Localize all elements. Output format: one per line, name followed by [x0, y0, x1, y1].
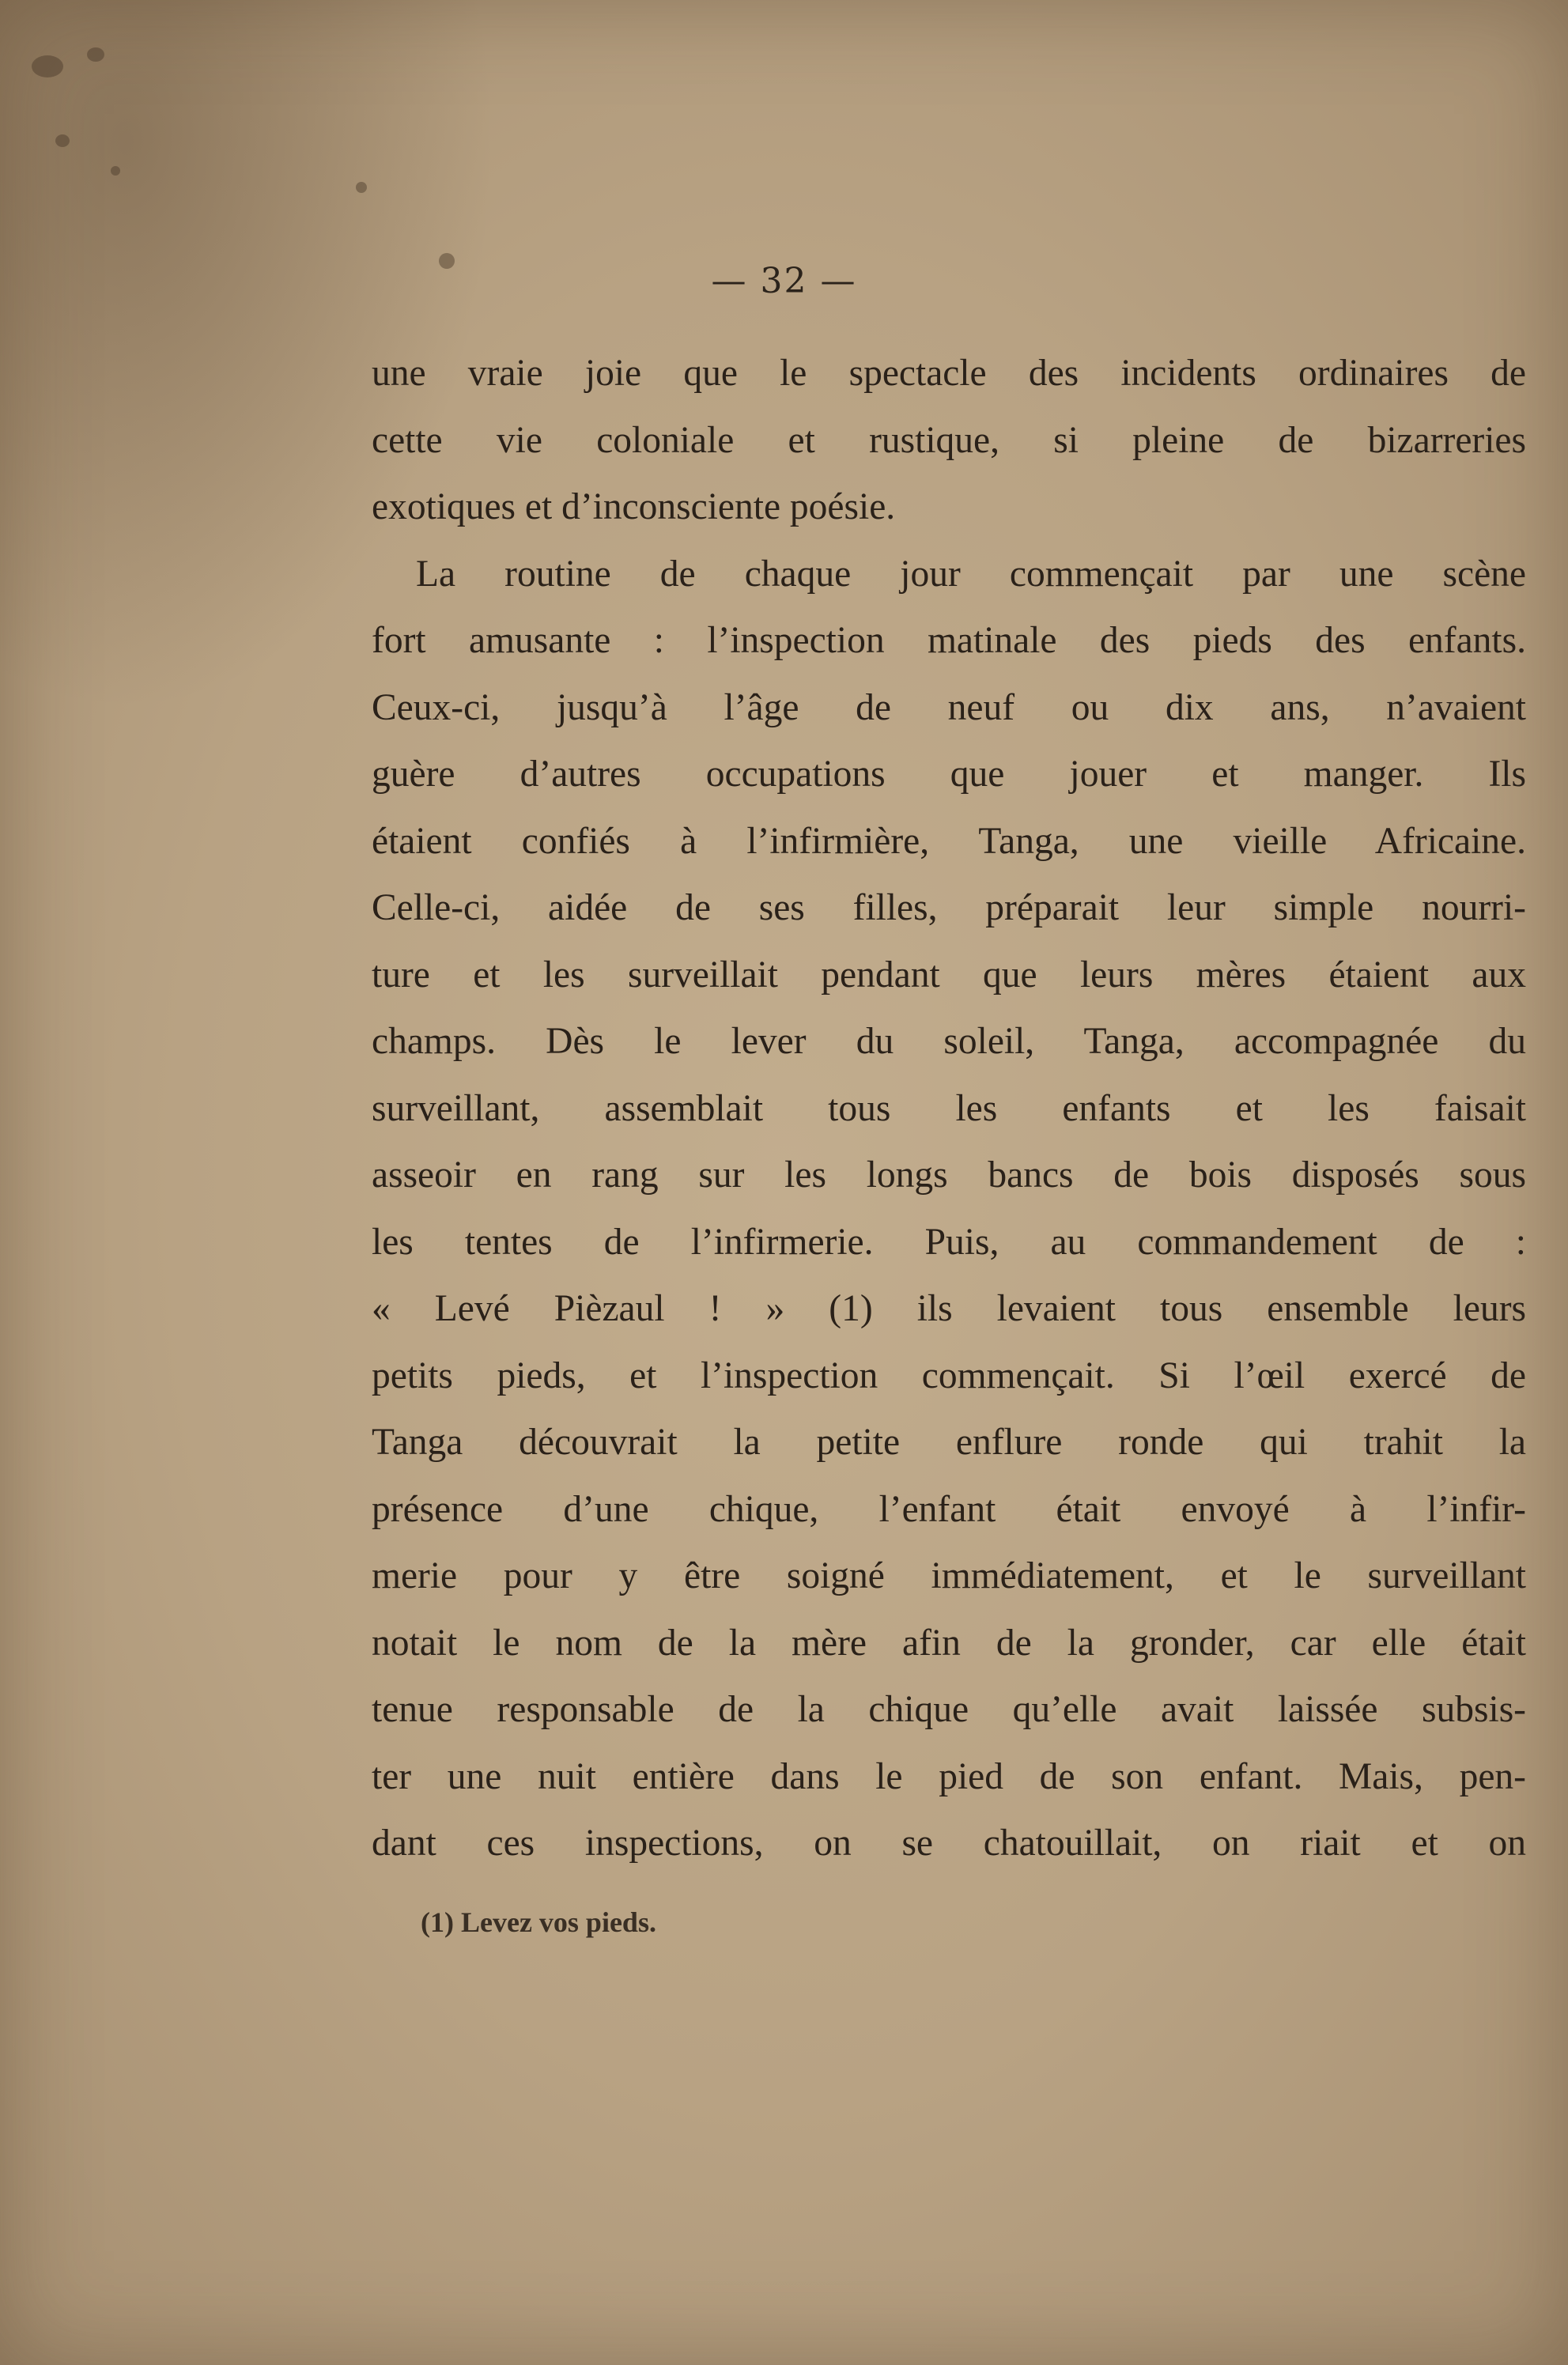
text-line: Celle-ci, aidée de ses filles, préparait leur simple nourri- [372, 887, 1526, 928]
text-line: guère d’autres occupations que jouer et manger. Ils [372, 754, 1526, 795]
footnote: (1) Levez vos pieds. [421, 1906, 656, 1938]
stain [32, 55, 63, 77]
text-line: notait le nom de la mère afin de la gronder, car elle était [372, 1622, 1526, 1664]
body-text [372, 340, 1526, 1877]
text-line: Tanga découvrait la petite enflure ronde qui trahit la [372, 1422, 1526, 1463]
text-line: étaient confiés à l’infirmière, Tanga, une vieille Africaine. [372, 820, 1526, 862]
stain [111, 166, 120, 176]
text-line: ture et les surveillait pendant que leurs mères étaient aux [372, 954, 1526, 995]
text-line: tenue responsable de la chique qu’elle avait laissée subsis- [372, 1689, 1526, 1730]
text-line: « Levé Pièzaul ! » (1) ils levaient tous ensemble leurs [372, 1288, 1526, 1329]
stain [55, 134, 70, 147]
text-line: fort amusante : l’inspection matinale des pieds des enfants. [372, 620, 1526, 661]
text-line: cette vie coloniale et rustique, si pleine de bizarreries [372, 419, 1526, 461]
text-line: Ceux-ci, jusqu’à l’âge de neuf ou dix ans, n’avaient [372, 686, 1526, 728]
text-line: une vraie joie que le spectacle des incidents ordinaires de [372, 353, 1526, 394]
text-line: exotiques et d’inconsciente poésie. [372, 486, 896, 527]
text-line: dant ces inspections, on se chatouillait, on riait et on [372, 1823, 1526, 1864]
text-line: asseoir en rang sur les longs bancs de bois disposés sous [372, 1154, 1526, 1196]
text-line: champs. Dès le lever du soleil, Tanga, accompagnée du [372, 1021, 1526, 1062]
text-line: La routine de chaque jour commençait par une scène [416, 553, 1526, 595]
page-number: — 32 — [711, 261, 857, 301]
text-line: petits pieds, et l’inspection commençait. Si l’œil exercé de [372, 1354, 1526, 1396]
text-line: merie pour y être soigné immédiatement, et le surveillant [372, 1555, 1526, 1596]
text-line: surveillant, assemblait tous les enfants et les faisait [372, 1087, 1526, 1129]
text-line: ter une nuit entière dans le pied de son enfant. Mais, pen- [372, 1755, 1526, 1797]
stain [356, 182, 367, 193]
stain [87, 47, 104, 62]
text-line: les tentes de l’infirmerie. Puis, au commandement de : [372, 1221, 1526, 1263]
text-line: présence d’une chique, l’enfant était envoyé à l’infir- [372, 1488, 1526, 1530]
